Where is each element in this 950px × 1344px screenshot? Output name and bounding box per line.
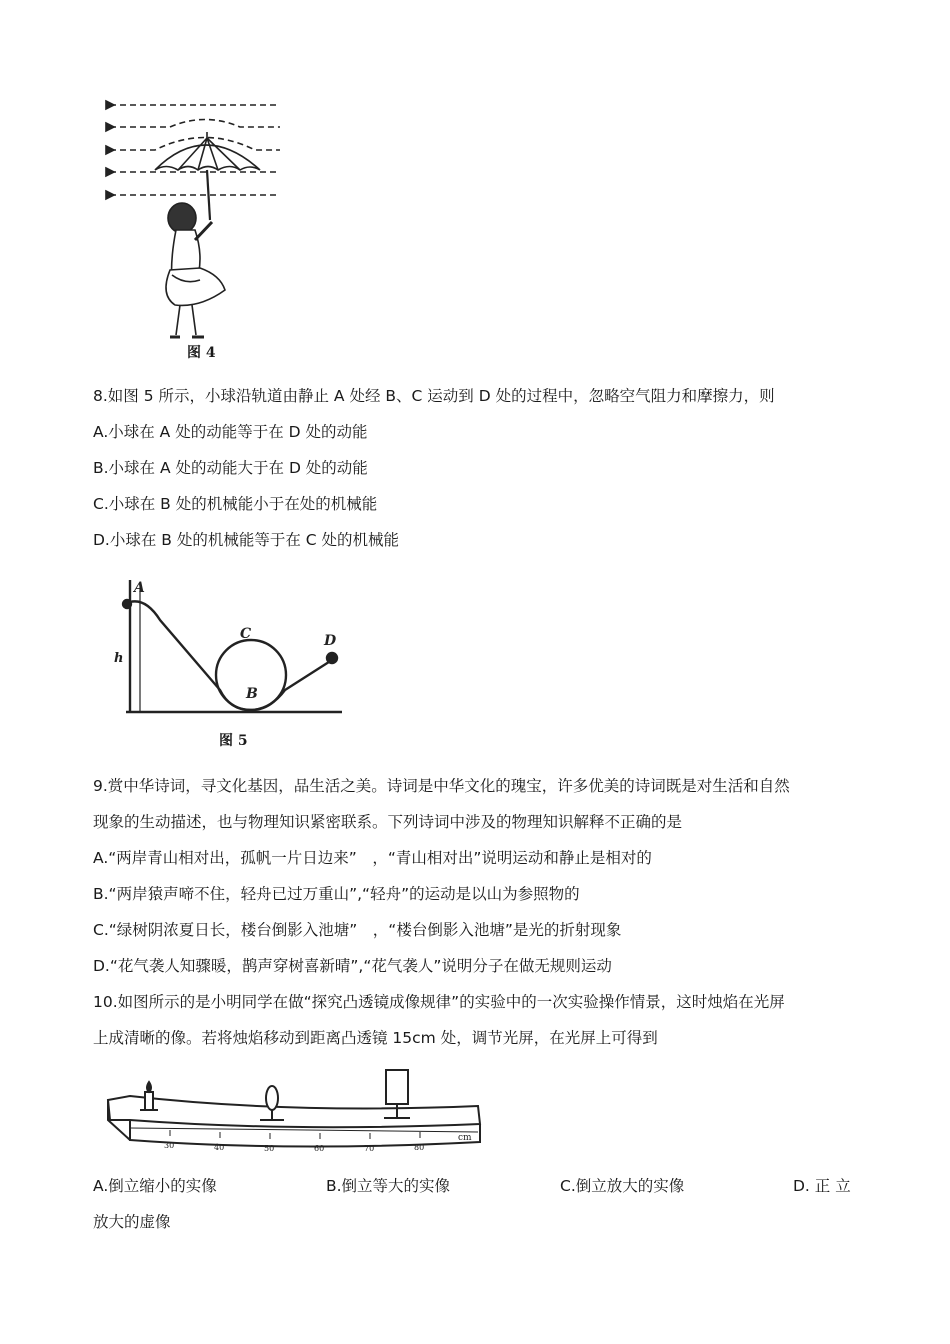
- q9-option-c: C.“绿树阴浓夏日长，楼台倒影入池塘” ，“楼台倒影入池塘”是光的折射现象: [93, 921, 622, 939]
- tick-30: 30: [164, 1141, 175, 1150]
- question-8-stem: 8.如图 5 所示，小球沿轨道由静止 A 处经 B、C 运动到 D 处的过程中，忽略空气阻力和摩擦力，则: [93, 387, 775, 405]
- q8-option-d: D.小球在 B 处的机械能等于在 C 处的机械能: [93, 531, 400, 549]
- label-d: D: [324, 633, 337, 649]
- q8-option-b: B.小球在 A 处的动能大于在 D 处的动能: [93, 459, 368, 477]
- q10-option-b: B.倒立等大的实像: [326, 1177, 451, 1195]
- question-9-stem-line-2: 现象的生动描述，也与物理知识紧密联系。下列诗词中涉及的物理知识解释不正确的是: [93, 813, 683, 831]
- tick-40: 40: [214, 1143, 225, 1152]
- tick-80: 80: [414, 1143, 425, 1152]
- tick-50: 50: [264, 1144, 275, 1153]
- q8-option-c: C.小球在 B 处的机械能小于在处的机械能: [93, 495, 378, 513]
- tick-60: 60: [314, 1144, 325, 1153]
- label-c: C: [240, 626, 252, 642]
- question-10-stem-line-1: 10.如图所示的是小明同学在做“探究凸透镜成像规律”的实验中的一次实验操作情景，这时烛焰在光屏: [93, 993, 785, 1011]
- q10-option-c: C.倒立放大的实像: [560, 1177, 685, 1195]
- figure-5-caption: 图 5: [219, 733, 248, 749]
- label-a: A: [134, 580, 145, 596]
- q9-option-a: A.“两岸青山相对出，孤帆一片日边来” ，“青山相对出”说明运动和静止是相对的: [93, 849, 652, 867]
- bench-unit: cm: [458, 1133, 472, 1143]
- q9-option-d: D.“花气袭人知骤暖，鹊声穿树喜新晴”,“花气袭人”说明分子在做无规则运动: [93, 957, 612, 975]
- q9-option-b: B.“两岸猿声啼不住，轻舟已过万重山”,“轻舟”的运动是以山为参照物的: [93, 885, 580, 903]
- question-10-stem-line-2: 上成清晰的像。若将烛焰移动到距离凸透镜 15cm 处，调节光屏，在光屏上可得到: [93, 1029, 658, 1047]
- figure-optical-bench: [100, 1062, 490, 1162]
- q10-option-a: A.倒立缩小的实像: [93, 1177, 217, 1195]
- label-h: h: [114, 651, 124, 666]
- q8-option-a: A.小球在 A 处的动能等于在 D 处的动能: [93, 423, 368, 441]
- figure-5-track: [110, 570, 360, 720]
- tick-70: 70: [364, 1144, 375, 1153]
- q10-option-d-continued: 放大的虚像: [93, 1213, 171, 1231]
- figure-4-umbrella: [100, 90, 300, 360]
- figure-4-caption: 图 4: [187, 345, 216, 361]
- question-9-stem-line-1: 9.赏中华诗词，寻文化基因，品生活之美。诗词是中华文化的瑰宝，许多优美的诗词既是对生活和自然: [93, 777, 790, 795]
- label-b: B: [246, 686, 258, 702]
- q10-option-d: D. 正 立: [793, 1177, 851, 1195]
